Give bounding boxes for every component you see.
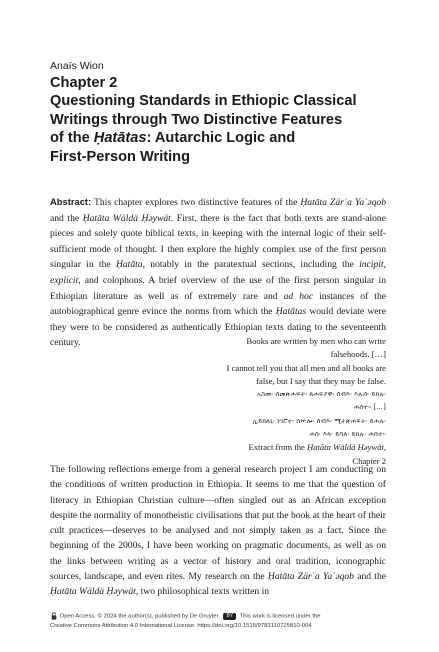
abstract-text: This chapter explores two distinctive features of the: [91, 197, 301, 208]
abstract: [50, 194, 386, 351]
cc-by-badge-icon[interactable]: BY: [223, 613, 236, 620]
license-doi-line[interactable]: Creative Commons Attribution 4.0 International License. https://doi.org/10.1515/9783110725810-004: [50, 622, 312, 629]
title-line: First-Person Writing: [50, 148, 191, 165]
chapter-number: Chapter 2: [50, 75, 118, 91]
epigraph-source-text: ,: [383, 442, 386, 453]
abstract-italic: incipit: [359, 259, 384, 271]
abstract-italic: Ḥatātas: [275, 306, 307, 318]
abstract-text: would deviate were they were to be considered as authentically Ethiopian texts dating to the seventeenth century.: [50, 306, 386, 349]
license-text: Open Access. © 2024 the author(s), published by De Gruyter.: [59, 613, 220, 620]
author-name: Anaïs Wion: [50, 60, 104, 72]
epigraph-ethiopic-line: አስመ፡ ሰመጽሐፍት፡ ጸሐፍያዋ፡ ሰብእ፡ እሉሰ፡ ይክሉ፡: [257, 390, 386, 399]
body-italic: Ḥatāta Zärʾa Yaʿəqob: [267, 571, 354, 583]
body-italic: Ḥatāta Wäldä Ḥəywät: [50, 586, 136, 598]
body-text: , two philosophical texts written in: [135, 586, 270, 598]
epigraph: [146, 335, 386, 468]
title-line: Questioning Standards in Ethiopic Classical: [50, 93, 357, 110]
epigraph-source: [146, 441, 386, 454]
abstract-text: ,: [383, 259, 386, 271]
abstract-label: Abstract:: [50, 196, 92, 207]
epigraph-ethiopic-line: ኢይክለኒ፡ ነገሮተ፡ ሰኵሎ፡ ሰብእ፡ ሚትጽሐፍት፡ ይሐሉ፡: [252, 416, 386, 425]
epigraph-line: falsehoods. […]: [330, 349, 386, 360]
epigraph-source-text: Extract from the: [248, 442, 307, 453]
abstract-italic: ad hoc: [283, 290, 314, 302]
abstract-italic: Ḥatāta Wäldä Ḥəywät: [82, 212, 171, 224]
body-text: and the: [353, 571, 386, 583]
body-text: The following reflections emerge from a general research project I am conducting on the conditions of written production in Ethiopia. It seems to me that the question of literacy in Ethiopian Christian culture—often singled out as an African exception despite the normality of monotheistic civilisations that put the book at the heart of their cult practices—deserves to be analysed and not simply taken as a fact. Since the beginning of the 2000s, I have been working on pragmatic documents, as well as on the links between writing as a vector of history and oral tradition, iconographic sources, landscape, and even rites. My research on the: [50, 464, 386, 583]
abstract-text: instances of the autobiographical genre evince the norms from which the: [50, 290, 386, 318]
epigraph-ethiopic-line: ሐሰተ። […]: [353, 403, 386, 412]
abstract-italic: Ḥatāta Zärʾa Yaʿəqob: [300, 197, 386, 208]
title-fragment: : Autarchic Logic and: [146, 130, 296, 147]
license-footer: [50, 612, 386, 631]
abstract-text: . First, there is the fact that both texts are stand-alone pieces and solely quote biblical texts, in keeping with the internal logic of their self-sufficient mode of thought. I then explore the highly complex use of the first person singular in the: [50, 212, 386, 271]
epigraph-line: Books are written by men who can write: [246, 336, 386, 346]
open-access-lock-icon: [50, 612, 58, 620]
title-fragment: of the: [50, 130, 94, 147]
abstract-italic: explicit: [50, 274, 79, 286]
license-text: This work is licensed under the: [239, 613, 321, 620]
license-line: [50, 612, 386, 622]
title-line: Writings through Two Distinctive Features: [50, 111, 343, 128]
abstract-italic: Ḥatāta: [115, 259, 143, 271]
title-line: [50, 129, 390, 147]
epigraph-source-title: Ḥatāta Wäldä Ḥəywät: [306, 442, 384, 453]
epigraph-ethiopic-line: ሐሰ፡ እላ፡ ይባለ፡ ይክሉ፡ ሐሰተ።: [309, 430, 386, 439]
body-paragraph: [50, 462, 386, 600]
chapter-title: [50, 74, 390, 166]
epigraph-line: I cannot tell you that all men and all books are: [226, 362, 386, 373]
title-fragment-italic: Ḥatātas: [93, 130, 147, 147]
abstract-text: , and colophons. A brief overview of the use of the first person singular in Ethiopian literature as well as of extremely rare and: [50, 274, 386, 302]
epigraph-line: false, but I say that they may be false.: [256, 375, 386, 386]
abstract-text: , notably in the paratextual sections, including the: [142, 259, 360, 271]
epigraph-source-chapter: Chapter 2: [352, 455, 386, 466]
abstract-text: and the: [50, 212, 83, 224]
